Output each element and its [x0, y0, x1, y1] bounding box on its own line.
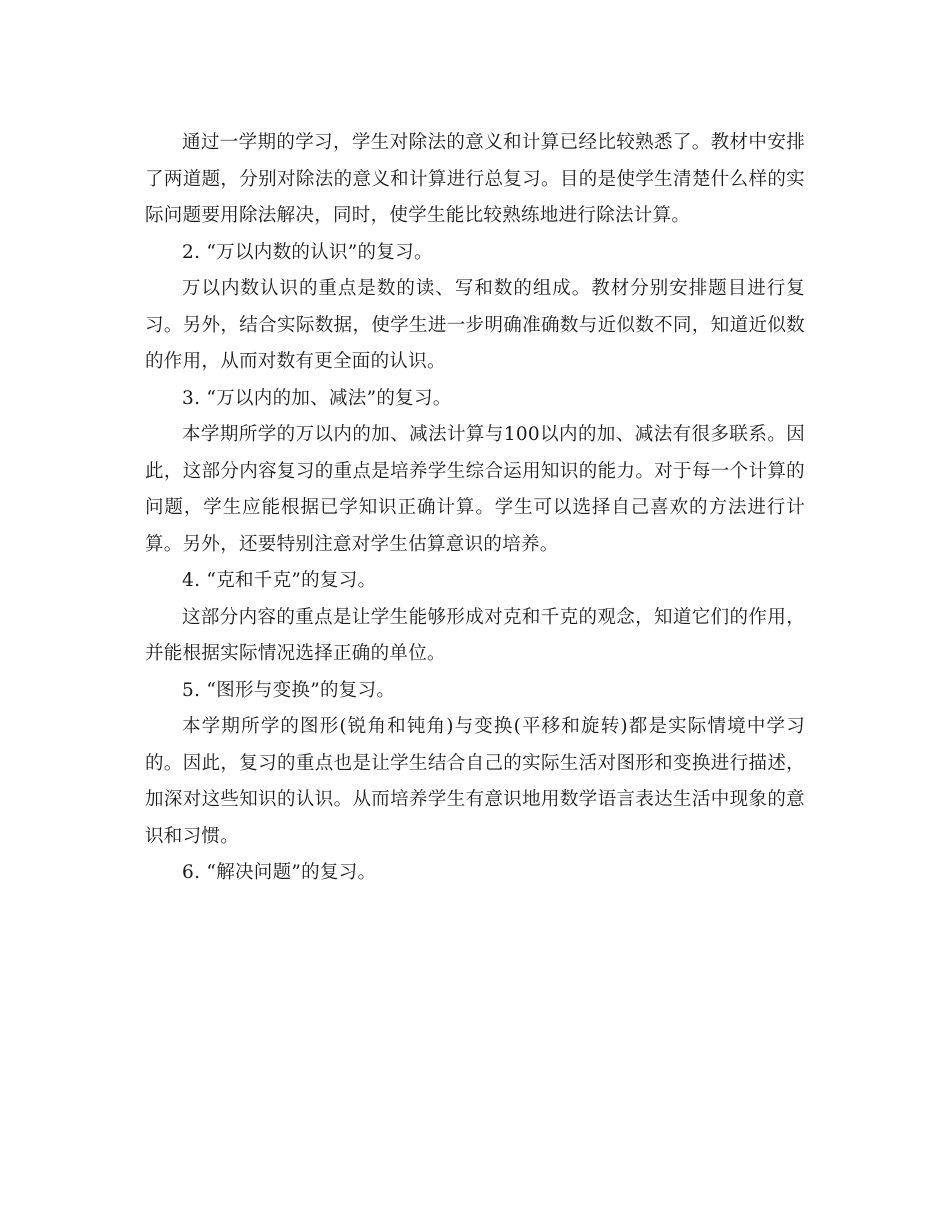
paragraph-addition-subtraction: 本学期所学的万以内的加、减法计算与100以内的加、减法有很多联系。因此，这部分内容复习的重点是培养学生综合运用知识的能力。对于每一个计算的问题，学生应能根据已学知识正确计算。学生可以选择自己喜欢的方法进行计算。另外，还要特别注意对学生估算意识的培养。	[145, 424, 805, 555]
paragraph-gram-kilogram: 这部分内容的重点是让学生能够形成对克和千克的观念，知道它们的作用，并能根据实际情况选择正确的单位。	[145, 606, 805, 664]
heading-number-recognition: 2. “万以内数的认识”的复习。	[182, 241, 433, 263]
heading-problem-solving: 6. “解决问题”的复习。	[182, 862, 377, 883]
heading-addition-subtraction: 3. “万以内的加、减法”的复习。	[182, 387, 452, 409]
document-body	[145, 125, 805, 892]
heading-gram-kilogram: 4. “克和千克”的复习。	[182, 570, 377, 591]
heading-shapes-transformations: 5. “图形与变换”的复习。	[182, 679, 396, 701]
paragraph-division-review: 通过一学期的学习，学生对除法的意义和计算已经比较熟悉了。教材中安排了两道题，分别对除法的意义和计算进行总复习。目的是使学生清楚什么样的实际问题要用除法解决，同时，使学生能比较熟练地进行除法计算。	[145, 132, 805, 226]
paragraph-number-recognition: 万以内数认识的重点是数的读、写和数的组成。教材分别安排题目进行复习。另外，结合实际数据，使学生进一步明确准确数与近似数不同，知道近似数的作用，从而对数有更全面的认识。	[145, 278, 805, 372]
paragraph-shapes-transformations: 本学期所学的图形(锐角和钝角)与变换(平移和旋转)都是实际情境中学习的。因此，复习的重点也是让学生结合自己的实际生活对图形和变换进行描述，加深对这些知识的认识。从而培养学生有意识地用数学语言表达生活中现象的意识和习惯。	[145, 716, 805, 847]
